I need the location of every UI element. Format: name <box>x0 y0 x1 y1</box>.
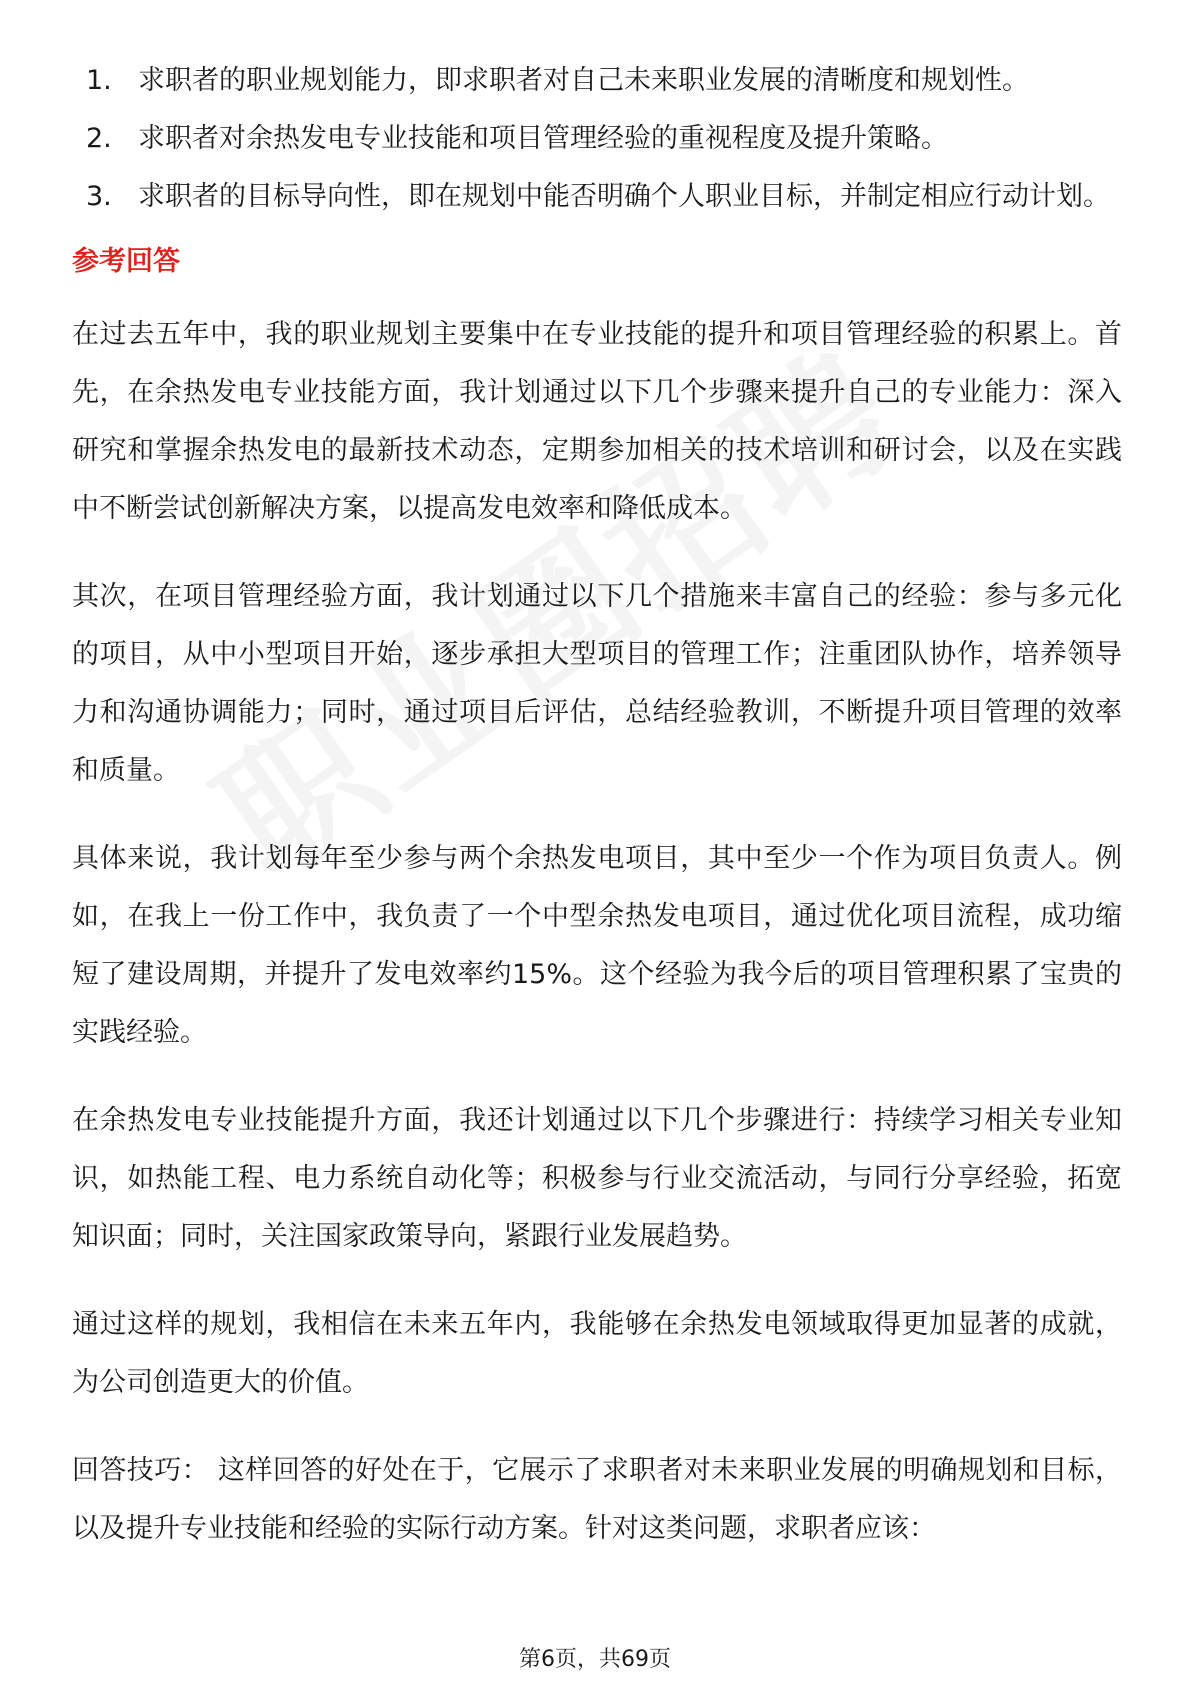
list-text: 求职者对余热发电专业技能和项目管理经验的重视程度及提升策略。 <box>138 123 948 154</box>
page-content <box>72 52 1122 1588</box>
list-number: 3. <box>86 181 112 212</box>
paragraph: 其次，在项目管理经验方面，我计划通过以下几个措施来丰富自己的经验：参与多元化的项目，从中小型项目开始，逐步承担大型项目的管理工作；注重团队协作，培养领导力和沟通协调能力；同时，通过项目后评估，总结经验教训，不断提升项目管理的效率和质量。 <box>72 581 1122 786</box>
page-footer: 第6页，共69页 <box>519 1647 671 1672</box>
criteria-list <box>72 52 1122 226</box>
list-number: 1. <box>86 65 112 96</box>
list-item <box>72 110 1122 168</box>
paragraph: 在过去五年中，我的职业规划主要集中在专业技能的提升和项目管理经验的积累上。首先，在余热发电专业技能方面，我计划通过以下几个步骤来提升自己的专业能力：深入研究和掌握余热发电的最新技术动态，定期参加相关的技术培训和研讨会，以及在实践中不断尝试创新解决方案，以提高发电效率和降低成本。 <box>72 319 1122 524</box>
paragraph: 回答技巧： 这样回答的好处在于，它展示了求职者对未来职业发展的明确规划和目标，以及提升专业技能和经验的实际行动方案。针对这类问题，求职者应该： <box>72 1455 1122 1544</box>
paragraph: 具体来说，我计划每年至少参与两个余热发电项目，其中至少一个作为项目负责人。例如，在我上一份工作中，我负责了一个中型余热发电项目，通过优化项目流程，成功缩短了建设周期，并提升了发电效率约15%。这个经验为我今后的项目管理积累了宝贵的实践经验。 <box>72 843 1122 1048</box>
list-item <box>72 52 1122 110</box>
section-heading: 参考回答 <box>72 246 180 277</box>
list-text: 求职者的目标导向性，即在规划中能否明确个人职业目标，并制定相应行动计划。 <box>138 181 1110 212</box>
paragraph: 通过这样的规划，我相信在未来五年内，我能够在余热发电领域取得更加显著的成就，为公司创造更大的价值。 <box>72 1309 1122 1398</box>
paragraph: 在余热发电专业技能提升方面，我还计划通过以下几个步骤进行：持续学习相关专业知识，如热能工程、电力系统自动化等；积极参与行业交流活动，与同行分享经验，拓宽知识面；同时，关注国家政策导向，紧跟行业发展趋势。 <box>72 1105 1122 1252</box>
list-number: 2. <box>86 123 112 154</box>
list-text: 求职者的职业规划能力，即求职者对自己未来职业发展的清晰度和规划性。 <box>138 65 1029 96</box>
list-item <box>72 168 1122 226</box>
